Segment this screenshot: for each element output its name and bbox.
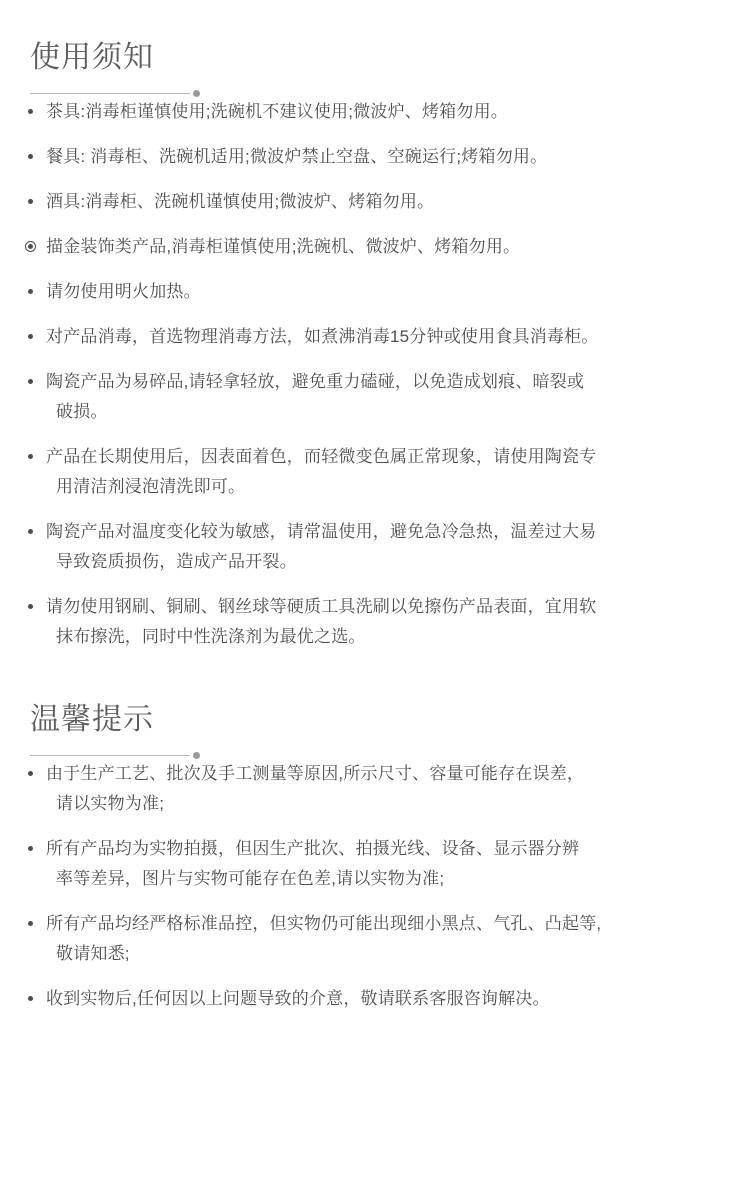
list-item [24,909,726,969]
list-item-text: 茶具:消毒柜谨慎使用;洗碗机不建议使用;微波炉、烤箱勿用。 [46,102,508,121]
bullet-dot-icon [28,379,33,384]
rule-line [30,755,190,756]
rule-line [30,93,190,94]
list-item-text-cont: 敬请知悉; [56,944,130,963]
bullet-ring-icon [25,241,36,252]
bullet-dot-icon [28,289,33,294]
list-item-text: 所有产品均经严格标准品控，但实物仍可能出现细小黑点、气孔、凸起等, [46,914,602,933]
title-rule [28,752,726,759]
list-item [24,759,726,819]
list-item-text: 收到实物后,任何因以上问题导致的介意，敬请联系客服咨询解决。 [46,989,550,1008]
list-item [24,592,726,652]
list-item-text-cont: 用清洁剂浸泡清洗即可。 [56,477,246,496]
section-title-tips: 温馨提示 [30,703,154,736]
list-item [24,834,726,894]
list-item-text-cont: 导致瓷质损伤，造成产品开裂。 [56,552,297,571]
list-item-text: 产品在长期使用后，因表面着色，而轻微变色属正常现象，请使用陶瓷专 [46,447,597,466]
rule-dot [193,752,200,759]
list-item-text: 陶瓷产品为易碎品,请轻拿轻放，避免重力磕碰，以免造成划痕、暗裂或 [46,372,585,391]
list-item [24,277,726,307]
list-item-text: 对产品消毒，首选物理消毒方法，如煮沸消毒15分钟或使用食具消毒柜。 [46,327,599,346]
list-item [24,367,726,427]
list-item [24,142,726,172]
list-item-text: 描金装饰类产品,消毒柜谨慎使用;洗碗机、微波炉、烤箱勿用。 [46,237,521,256]
list-item-text: 餐具: 消毒柜、洗碗机适用;微波炉禁止空盘、空碗运行;烤箱勿用。 [46,147,548,166]
list-item-text: 由于生产工艺、批次及手工测量等原因,所示尺寸、容量可能存在误差， [46,764,585,783]
list-item-text: 请勿使用明火加热。 [46,282,201,301]
bullet-dot-icon [28,771,33,776]
section-header-tips [24,700,726,759]
list-item-text-cont: 抹布擦洗，同时中性洗涤剂为最优之选。 [56,627,366,646]
bullet-dot-icon [28,846,33,851]
list-item-text: 所有产品均为实物拍摄，但因生产批次、拍摄光线、设备、显示器分辨 [46,839,580,858]
title-rule [28,90,726,97]
bullet-dot-icon [28,529,33,534]
usage-list-appliances [24,97,726,262]
bullet-dot-icon [28,604,33,609]
bullet-dot-icon [28,996,33,1001]
list-item [24,517,726,577]
usage-list-care [24,277,726,652]
list-item-text-cont: 破损。 [56,402,108,421]
list-item-text-cont: 请以实物为准; [56,794,165,813]
bullet-dot-icon [28,454,33,459]
page-title: 使用须知 [30,41,154,74]
bullet-dot-icon [28,921,33,926]
list-item-text: 陶瓷产品对温度变化较为敏感，请常温使用，避免急冷急热，温差过大易 [46,522,597,541]
list-item [24,187,726,217]
list-item [24,984,726,1014]
tips-list [24,759,726,1014]
list-item-text-cont: 率等差异，图片与实物可能存在色差,请以实物为准; [56,869,445,888]
list-item-text: 酒具:消毒柜、洗碗机谨慎使用;微波炉、烤箱勿用。 [46,192,435,211]
bullet-dot-icon [28,109,33,114]
bullet-dot-icon [28,154,33,159]
rule-dot [193,90,200,97]
list-item [24,322,726,352]
bullet-dot-icon [28,334,33,339]
list-item [24,232,726,262]
list-item [24,97,726,127]
list-item-text: 请勿使用钢刷、铜刷、钢丝球等硬质工具洗刷以免擦伤产品表面，宜用软 [46,597,597,616]
list-item [24,442,726,502]
section-header-usage [24,38,726,97]
bullet-dot-icon [28,199,33,204]
